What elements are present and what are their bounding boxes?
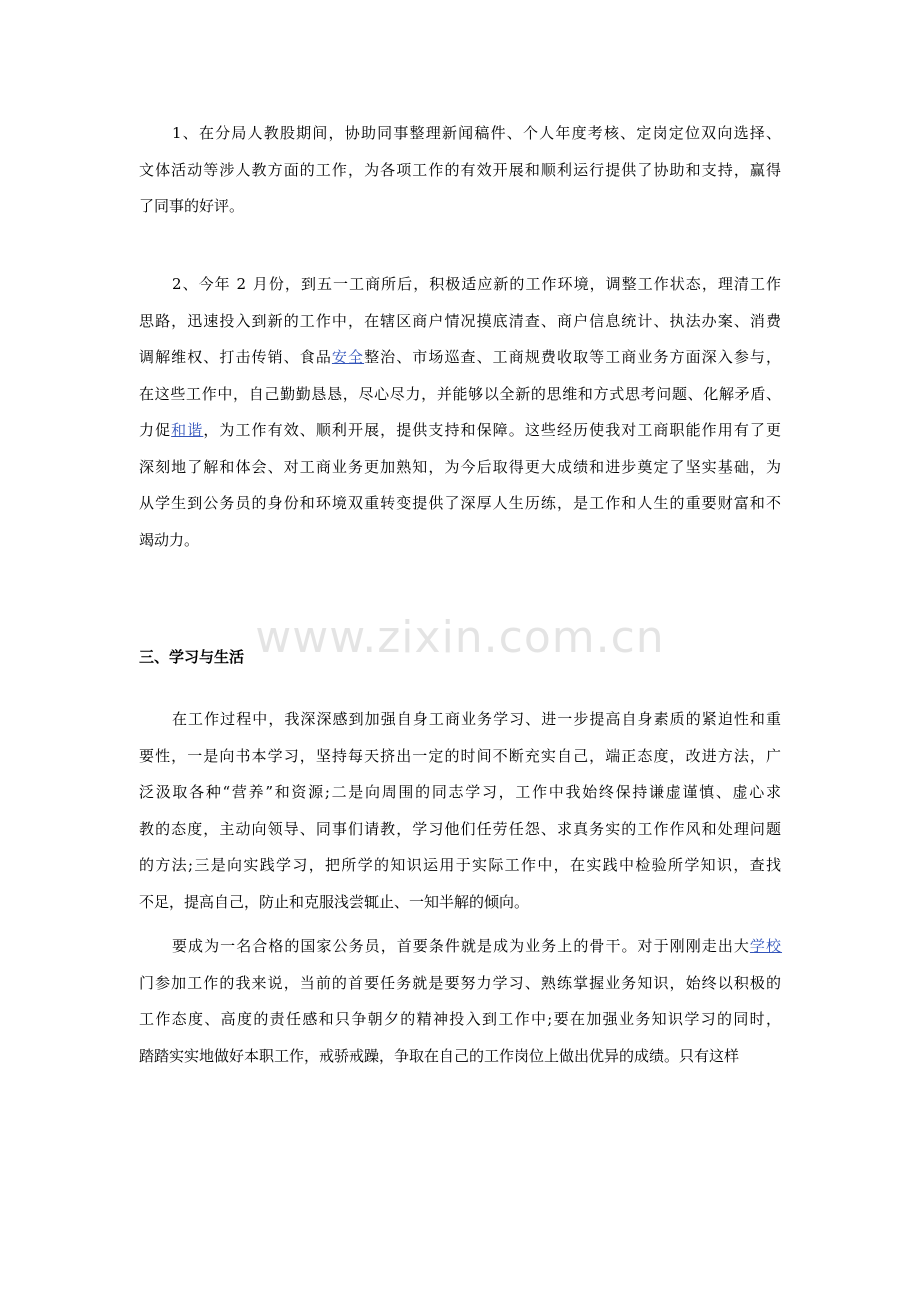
paragraph-line — [139, 892, 529, 912]
paragraph-line — [172, 709, 782, 729]
paragraph-line — [139, 855, 782, 875]
text-run: 调解维权、打击传销、食品 — [139, 348, 332, 366]
paragraph-line — [139, 493, 782, 513]
paragraph-line — [172, 274, 782, 294]
text-run: 工作态度、高度的责任感和只争朝夕的精神投入到工作中;要在加强业务知识学习的同时， — [139, 1010, 783, 1028]
paragraph-line — [172, 123, 782, 143]
paragraph-line — [139, 530, 199, 550]
text-run: 深刻地了解和体会、对工商业务更加熟知，为今后取得更大成绩和进步奠定了坚实基础，为 — [139, 457, 783, 476]
text-run: 了同事的好评。 — [139, 197, 245, 215]
section-heading-text — [139, 647, 244, 667]
text-run: 从学生到公务员的身份和环境双重转变提供了深厚人生历练，是工作和人生的重要财富和不 — [139, 494, 783, 512]
text-run: 在这些工作中，自己勤勤恳恳，尽心尽力，并能够以全新的思维和方式思考问题、化解矛盾、 — [139, 384, 782, 403]
text-run: 要成为一名合格的国家公务员，首要条件就是成为业务上的骨干。对于刚刚走出大 — [172, 937, 750, 955]
paragraph-line — [139, 1046, 739, 1066]
text-run: 力促 — [139, 421, 172, 439]
paragraph-line — [139, 347, 782, 367]
text-run: 三、学习与生活 — [139, 648, 245, 666]
text-run: 文体活动等涉人教方面的工作，为各项工作的有效开展和顺利运行提供了协助和支持，赢得 — [139, 160, 783, 179]
text-run: 2、今年 2 月份，到五一工商所后，积极适应新的工作环境，调整工作状态，理清工作 — [172, 275, 783, 293]
text-run: 竭动力。 — [139, 530, 200, 549]
paragraph-line — [139, 1009, 782, 1029]
paragraph-line — [139, 457, 782, 477]
paragraph-line — [139, 384, 782, 404]
paragraph-line — [139, 160, 782, 180]
paragraph-line — [139, 819, 782, 839]
text-run: 思路，迅速投入到新的工作中，在辖区商户情况摸底清查、商户信息统计、执法办案、消费 — [139, 311, 783, 330]
paragraph-line — [139, 420, 782, 440]
paragraph-line — [139, 782, 783, 802]
inline-link[interactable]: 学校 — [749, 937, 783, 955]
watermark: www.zixin.com.cn — [255, 612, 665, 663]
paragraph-line — [139, 746, 782, 766]
text-run: 要性，一是向书本学习，坚持每天挤出一定的时间不断充实自己，端正态度，改进方法，广 — [139, 746, 783, 765]
paragraph-line — [172, 936, 782, 956]
text-run: 门参加工作的我来说，当前的首要任务就是要努力学习、熟练掌握业务知识，始终以积极的 — [139, 973, 783, 992]
paragraph-line — [139, 311, 782, 331]
inline-link[interactable]: 和谐 — [171, 421, 204, 439]
text-run: 不足，提高自己，防止和克服浅尝辄止、一知半解的倾向。 — [139, 892, 530, 911]
text-run: 教的态度，主动向领导、同事们请教，学习他们任劳任怨、求真务实的工作作风和处理问题 — [139, 819, 783, 838]
text-run: 整治、市场巡查、工商规费收取等工商业务方面深入参与， — [364, 348, 783, 366]
text-run: 的方法;三是向实践学习，把所学的知识运用于实际工作中，在实践中检验所学知识，查找 — [139, 856, 783, 874]
text-run: 1、在分局人教股期间，协助同事整理新闻稿件、个人年度考核、定岗定位双向选择、 — [172, 124, 783, 142]
text-run: 踏踏实实地做好本职工作，戒骄戒躁，争取在自己的工作岗位上做出优异的成绩。只有这样 — [139, 1046, 740, 1065]
paragraph-line — [139, 973, 782, 993]
inline-link[interactable]: 安全 — [331, 348, 365, 366]
paragraph-line — [139, 196, 244, 216]
text-run: 泛汲取各种“营养”和资源;二是向周围的同志学习，工作中我始终保持谦虚谨慎、虚心求 — [139, 783, 783, 801]
text-run: ，为工作有效、顺利开展，提供支持和保障。这些经历使我对工商职能作用有了更 — [203, 421, 783, 439]
text-run: 在工作过程中，我深深感到加强自身工商业务学习、进一步提高自身素质的紧迫性和重 — [172, 710, 783, 728]
